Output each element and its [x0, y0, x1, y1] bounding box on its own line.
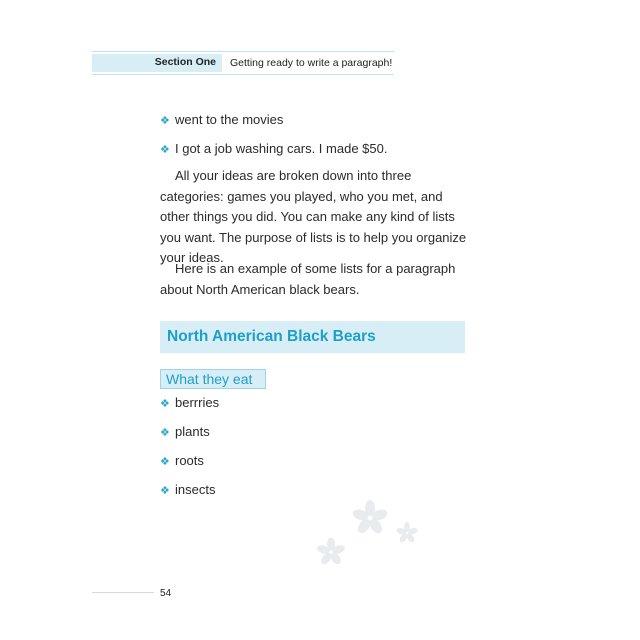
list-item: [160, 424, 210, 439]
list-item: [160, 112, 283, 127]
body-paragraph: [160, 259, 470, 300]
list-item: [160, 141, 387, 156]
list-item-text: insects: [175, 482, 216, 497]
section-heading: [160, 321, 465, 353]
page-header: [92, 51, 394, 75]
section-label-box: [92, 54, 222, 72]
diamond-bullet-icon: ❖: [160, 485, 170, 497]
header-divider-bottom: [92, 74, 394, 75]
chapter-title: Getting ready to write a paragraph!: [230, 57, 393, 69]
list-item-text: plants: [175, 424, 210, 439]
diamond-bullet-icon: ❖: [160, 427, 170, 439]
diamond-bullet-icon: ❖: [160, 398, 170, 410]
list-item: [160, 453, 204, 468]
diamond-bullet-icon: ❖: [160, 144, 170, 156]
page-number: 54: [160, 588, 172, 599]
list-item: [160, 395, 219, 410]
flower-icon: [316, 537, 346, 567]
diamond-bullet-icon: ❖: [160, 115, 170, 127]
list-item: [160, 482, 215, 497]
flower-icon: [396, 522, 418, 544]
paragraph-text: Here is an example of some lists for a paragraph about North American black bears.: [160, 261, 456, 297]
paragraph-text: All your ideas are broken down into three categories: games you played, who you met, and other things you did. You can make any kind of lists you want. The purpose of lists is to help you organize your ideas.: [160, 168, 467, 265]
body-paragraph: [160, 166, 470, 269]
subheading-text: What they eat: [166, 371, 253, 387]
footer-divider: [92, 592, 154, 593]
diamond-bullet-icon: ❖: [160, 456, 170, 468]
header-divider-top: [92, 51, 394, 52]
list-item-text: roots: [175, 453, 204, 468]
list-item-text: went to the movies: [175, 112, 284, 127]
flower-icon: [352, 500, 388, 536]
list-item-text: berrries: [175, 395, 220, 410]
subheading: [160, 369, 266, 389]
list-item-text: I got a job washing cars. I made $50.: [175, 141, 388, 156]
section-label: Section One: [154, 56, 216, 68]
heading-text: North American Black Bears: [167, 328, 376, 345]
